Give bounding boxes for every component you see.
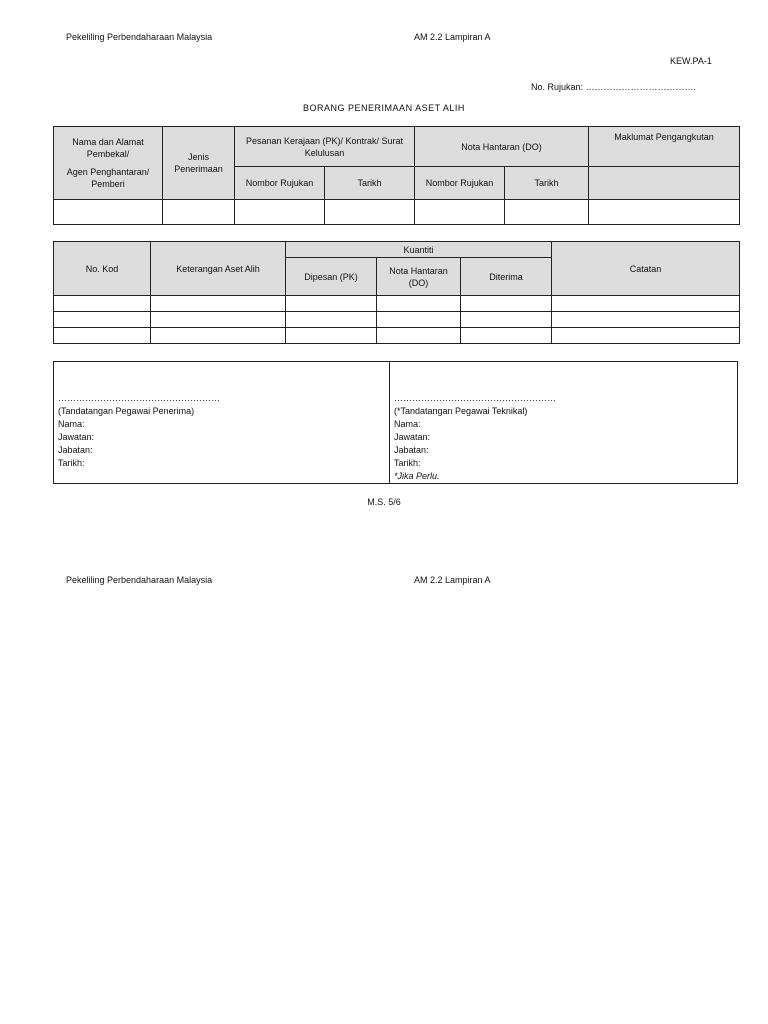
col-code: No. Kod	[54, 242, 151, 296]
input-cell[interactable]	[286, 312, 377, 328]
input-cell[interactable]	[54, 296, 151, 312]
table-row	[54, 296, 740, 312]
col-receipt-type: Jenis Penerimaan	[163, 127, 235, 200]
input-cell[interactable]	[505, 200, 589, 225]
col-ref-number: Nombor Rujukan	[235, 167, 325, 200]
input-cell[interactable]	[461, 312, 552, 328]
col-government-order: Pesanan Kerajaan (PK)/ Kontrak/ Surat Kelulusan	[235, 127, 415, 167]
input-cell[interactable]	[151, 296, 286, 312]
input-cell[interactable]	[235, 200, 325, 225]
col-ordered: Dipesan (PK)	[286, 258, 377, 296]
header-left: Pekeliling Perbendaharaan Malaysia	[66, 575, 213, 585]
input-cell[interactable]	[552, 312, 740, 328]
input-cell[interactable]	[151, 312, 286, 328]
col-delivery-note: Nota Hantaran (DO)	[415, 127, 589, 167]
input-cell[interactable]	[325, 200, 415, 225]
receiver-signature-section[interactable]	[54, 362, 390, 483]
reference-number: No. Rujukan: ……………………………….	[531, 82, 697, 92]
technical-signature-label: (*Tandatangan Pegawai Teknikal)	[394, 406, 528, 416]
input-cell[interactable]	[461, 296, 552, 312]
page-number: M.S. 5/6	[367, 497, 401, 507]
col-asset-description: Keterangan Aset Alih	[151, 242, 286, 296]
input-cell[interactable]	[286, 296, 377, 312]
col-date: Tarikh	[505, 167, 589, 200]
header-left: Pekeliling Perbendaharaan Malaysia	[66, 32, 213, 42]
input-cell[interactable]	[54, 328, 151, 344]
date-field: Tarikh:	[58, 458, 85, 468]
position-field: Jawatan:	[58, 432, 95, 442]
input-cell[interactable]	[377, 328, 461, 344]
col-delivery-note-qty: Nota Hantaran (DO)	[377, 258, 461, 296]
supplier-table	[53, 126, 740, 225]
col-ref-number: Nombor Rujukan	[415, 167, 505, 200]
header-right: AM 2.2 Lampiran A	[414, 32, 491, 42]
input-cell[interactable]	[552, 328, 740, 344]
department-field: Jabatan:	[394, 445, 429, 455]
input-cell[interactable]	[415, 200, 505, 225]
col-received: Diterima	[461, 258, 552, 296]
input-cell[interactable]	[589, 200, 740, 225]
table-row	[54, 312, 740, 328]
input-cell[interactable]	[163, 200, 235, 225]
date-field: Tarikh:	[394, 458, 421, 468]
input-cell[interactable]	[552, 296, 740, 312]
col-transport-info: Maklumat Pengangkutan	[589, 127, 740, 167]
col-supplier: Nama dan Alamat Pembekal/ Agen Penghantaran/ Pemberi	[54, 127, 163, 200]
input-cell[interactable]	[461, 328, 552, 344]
signature-box	[53, 361, 738, 484]
transport-info-cell	[589, 167, 740, 200]
position-field: Jawatan:	[394, 432, 431, 442]
input-cell[interactable]	[54, 312, 151, 328]
input-cell[interactable]	[151, 328, 286, 344]
receiver-signature-label: (Tandatangan Pegawai Penerima)	[58, 406, 195, 416]
col-date: Tarikh	[325, 167, 415, 200]
col-quantity: Kuantiti	[286, 242, 552, 258]
form-title: BORANG PENERIMAAN ASET ALIH	[303, 103, 465, 113]
asset-table	[53, 241, 740, 344]
input-cell[interactable]	[377, 296, 461, 312]
signature-line: ………………………………………………	[394, 393, 556, 403]
table-row	[54, 200, 740, 225]
input-cell[interactable]	[377, 312, 461, 328]
table-row	[54, 328, 740, 344]
signature-line: ………………………………………………	[58, 393, 220, 403]
department-field: Jabatan:	[58, 445, 93, 455]
header-right: AM 2.2 Lampiran A	[414, 575, 491, 585]
name-field: Nama:	[58, 419, 85, 429]
name-field: Nama:	[394, 419, 421, 429]
if-needed-note: *Jika Perlu.	[394, 471, 440, 481]
col-notes: Catatan	[552, 242, 740, 296]
input-cell[interactable]	[54, 200, 163, 225]
input-cell[interactable]	[286, 328, 377, 344]
technical-signature-section[interactable]	[390, 362, 739, 483]
form-code: KEW.PA-1	[670, 56, 712, 66]
